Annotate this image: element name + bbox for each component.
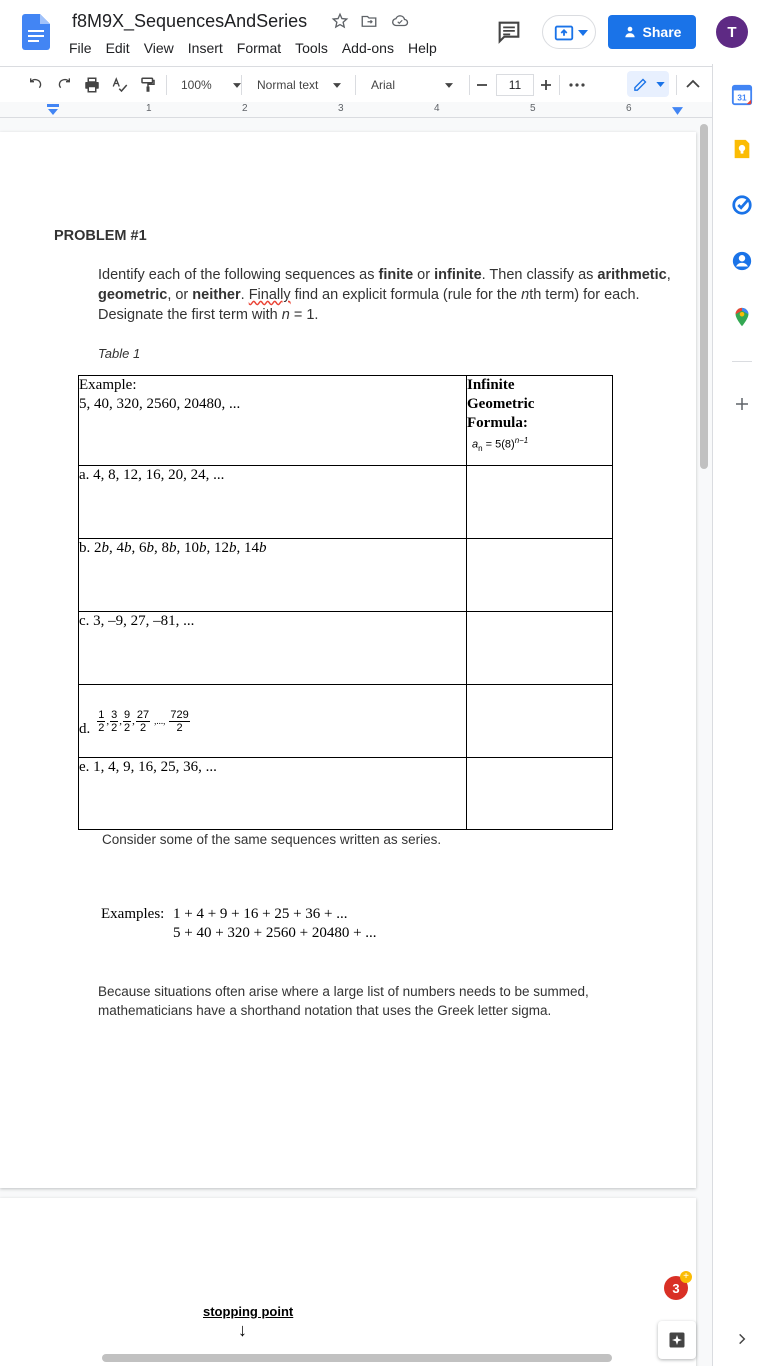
- paragraph-style-select[interactable]: [257, 73, 341, 97]
- table-row: [79, 466, 613, 539]
- spellcheck-icon[interactable]: [111, 76, 129, 94]
- stopping-point-label: stopping point: [203, 1304, 294, 1319]
- table-cell[interactable]: [79, 466, 467, 539]
- font-size-input[interactable]: 11: [496, 74, 534, 96]
- ruler: [0, 102, 712, 118]
- menu-insert[interactable]: Insert: [187, 40, 223, 56]
- fraction: $\frac{3}{2}$: [111, 708, 118, 734]
- zoom-select[interactable]: [181, 73, 241, 97]
- ruler-mark: 4: [434, 103, 440, 114]
- chevron-down-icon: [578, 29, 588, 37]
- present-icon: [553, 22, 575, 44]
- redo-icon[interactable]: [55, 77, 73, 93]
- chevron-down-icon: [233, 83, 241, 88]
- document-page-2[interactable]: [0, 1198, 696, 1366]
- zoom-value: 100%: [181, 78, 212, 92]
- fraction: $\frac{9}{2}$: [124, 708, 131, 734]
- document-page[interactable]: [0, 132, 696, 1188]
- toolbar-divider: [559, 75, 560, 95]
- sequence-table: [78, 375, 613, 830]
- ruler-mark: 3: [338, 103, 344, 114]
- spelling-underlined-word: Finally: [248, 287, 291, 303]
- sequence-a: a. 4, 8, 12, 16, 20, 24, ...: [79, 467, 225, 483]
- ruler-mark: 5: [530, 103, 536, 114]
- explore-button[interactable]: [658, 1321, 696, 1359]
- toolbar-divider: [355, 75, 356, 95]
- table-row: [79, 685, 613, 758]
- table-cell[interactable]: [467, 376, 613, 466]
- toolbar-divider: [469, 75, 470, 95]
- chevron-right-icon[interactable]: [735, 1332, 749, 1346]
- comments-icon[interactable]: [494, 18, 524, 46]
- table-cell[interactable]: [467, 612, 613, 685]
- present-button[interactable]: [542, 15, 596, 49]
- toolbar-divider: [166, 75, 167, 95]
- keep-icon[interactable]: [731, 138, 753, 160]
- add-addon-icon[interactable]: [733, 395, 751, 413]
- side-panel-divider: [732, 361, 752, 362]
- sequence-c: c. 3, –9, 27, –81, ...: [79, 613, 195, 629]
- examples-label: Examples:: [101, 906, 165, 922]
- menu-addons[interactable]: Add-ons: [341, 40, 394, 56]
- fraction: $\frac{27}{2}$: [136, 708, 150, 734]
- docs-logo-icon[interactable]: [22, 14, 50, 50]
- table-cell[interactable]: [467, 466, 613, 539]
- indent-marker-icon[interactable]: [47, 104, 59, 116]
- menu-view[interactable]: View: [143, 40, 174, 56]
- sigma-paragraph: Because situations often arise where a large list of numbers needs to be summed, mathematicians have a shorthand notation that uses the Greek letter sigma.: [98, 984, 589, 1018]
- horizontal-scrollbar[interactable]: [102, 1354, 612, 1362]
- table-row: [79, 758, 613, 830]
- table-cell[interactable]: [79, 685, 467, 758]
- maps-icon[interactable]: [731, 306, 753, 328]
- chevron-down-icon: [333, 83, 341, 88]
- sequence-d: d. $\frac{1}{2}$ , $\frac{3}{2}$ , $\frac{9}{2}$ , $\frac{27}{2}$ ,..., $\frac{729}{2}$: [79, 708, 189, 737]
- chevron-down-icon: [656, 82, 665, 87]
- cloud-saved-icon[interactable]: [391, 12, 409, 30]
- ruler-mark: 6: [626, 103, 632, 114]
- increase-font-size-icon[interactable]: [540, 79, 552, 91]
- menu-file[interactable]: File: [69, 40, 92, 56]
- formatting-toolbar: [0, 66, 712, 102]
- paragraph-style-value: Normal text: [257, 78, 319, 92]
- more-options-icon[interactable]: [569, 79, 585, 91]
- example-label: Example:: [79, 377, 137, 393]
- share-button[interactable]: [608, 15, 696, 49]
- font-value: Arial: [371, 78, 396, 92]
- series-example-1: 1 + 4 + 9 + 16 + 25 + 36 + ...: [173, 906, 348, 922]
- menu-help[interactable]: Help: [407, 40, 437, 56]
- ruler-mark: 2: [242, 103, 248, 114]
- contacts-icon[interactable]: [731, 250, 753, 272]
- chevron-down-icon: [445, 83, 453, 88]
- decrease-font-size-icon[interactable]: [476, 79, 488, 91]
- sequence-b: b. 2b, 4b, 6b, 8b, 10b, 12b, 14b: [79, 540, 267, 556]
- lock-person-icon: [623, 25, 637, 39]
- table-cell[interactable]: [467, 685, 613, 758]
- account-avatar[interactable]: T: [716, 16, 748, 48]
- notification-badge[interactable]: 3: [664, 1276, 688, 1300]
- star-icon[interactable]: [331, 12, 349, 30]
- problem-heading: PROBLEM #1: [54, 228, 147, 244]
- toolbar-divider: [241, 75, 242, 95]
- print-icon[interactable]: [83, 76, 101, 94]
- series-intro-text: Consider some of the same sequences written as series.: [102, 832, 442, 847]
- side-panel: [712, 64, 768, 1366]
- pencil-icon: [633, 77, 648, 92]
- share-label: Share: [642, 24, 682, 40]
- menu-format[interactable]: Format: [236, 40, 282, 56]
- example-formula-label: Formula:: [467, 415, 528, 431]
- table-cell[interactable]: [467, 539, 613, 612]
- table-row: [79, 612, 613, 685]
- calendar-icon[interactable]: [731, 84, 753, 106]
- right-indent-marker-icon[interactable]: [672, 107, 683, 115]
- table-cell[interactable]: [467, 758, 613, 830]
- fraction: $\frac{1}{2}$: [98, 708, 105, 734]
- instructions-paragraph: Identify each of the following sequences as finite or infinite. Then classify as arithmetic, geometric, or neither. Finally find an explicit formula (rule for the nth term) for each. Designate the first term with n = 1.: [98, 267, 671, 323]
- svg-text:31: 31: [737, 93, 747, 103]
- menu-bar: [62, 39, 444, 57]
- paint-format-icon[interactable]: [139, 76, 157, 94]
- undo-icon[interactable]: [27, 77, 45, 93]
- example-formula: $a_n = 5(8)^{n-1}$: [472, 436, 529, 453]
- table-row: [79, 539, 613, 612]
- notification-plus-badge: +: [680, 1271, 692, 1283]
- explore-sparkle-icon: [667, 1330, 687, 1350]
- tasks-icon[interactable]: [731, 194, 753, 216]
- table-caption: Table 1: [98, 346, 141, 361]
- table-cell[interactable]: [79, 376, 467, 466]
- sequence-e: e. 1, 4, 9, 16, 25, 36, ...: [79, 759, 217, 775]
- fraction: $\frac{729}{2}$: [170, 708, 189, 734]
- document-title[interactable]: f8M9X_SequencesAndSeries: [72, 11, 308, 31]
- table-cell[interactable]: [79, 758, 467, 830]
- example-class-type: Geometric: [467, 396, 535, 412]
- collapse-menus-icon[interactable]: [686, 78, 700, 90]
- series-example-2: 5 + 40 + 320 + 2560 + 20480 + ...: [173, 925, 377, 941]
- vertical-scrollbar[interactable]: [700, 124, 708, 469]
- down-arrow: ↓: [238, 1320, 247, 1340]
- menu-tools[interactable]: Tools: [295, 40, 328, 56]
- editing-mode-button[interactable]: [627, 71, 669, 97]
- table-row: [79, 376, 613, 466]
- app-header: [0, 0, 768, 64]
- document-canvas: [0, 118, 712, 1366]
- ruler-mark: 1: [146, 103, 152, 114]
- table-cell[interactable]: [79, 612, 467, 685]
- example-sequence: 5, 40, 320, 2560, 20480, ...: [79, 396, 241, 412]
- toolbar-divider: [676, 75, 677, 95]
- example-class-finite: Infinite: [467, 377, 515, 393]
- menu-edit[interactable]: Edit: [105, 40, 130, 56]
- font-select[interactable]: [371, 73, 453, 97]
- move-folder-icon[interactable]: [360, 12, 378, 30]
- table-cell[interactable]: [79, 539, 467, 612]
